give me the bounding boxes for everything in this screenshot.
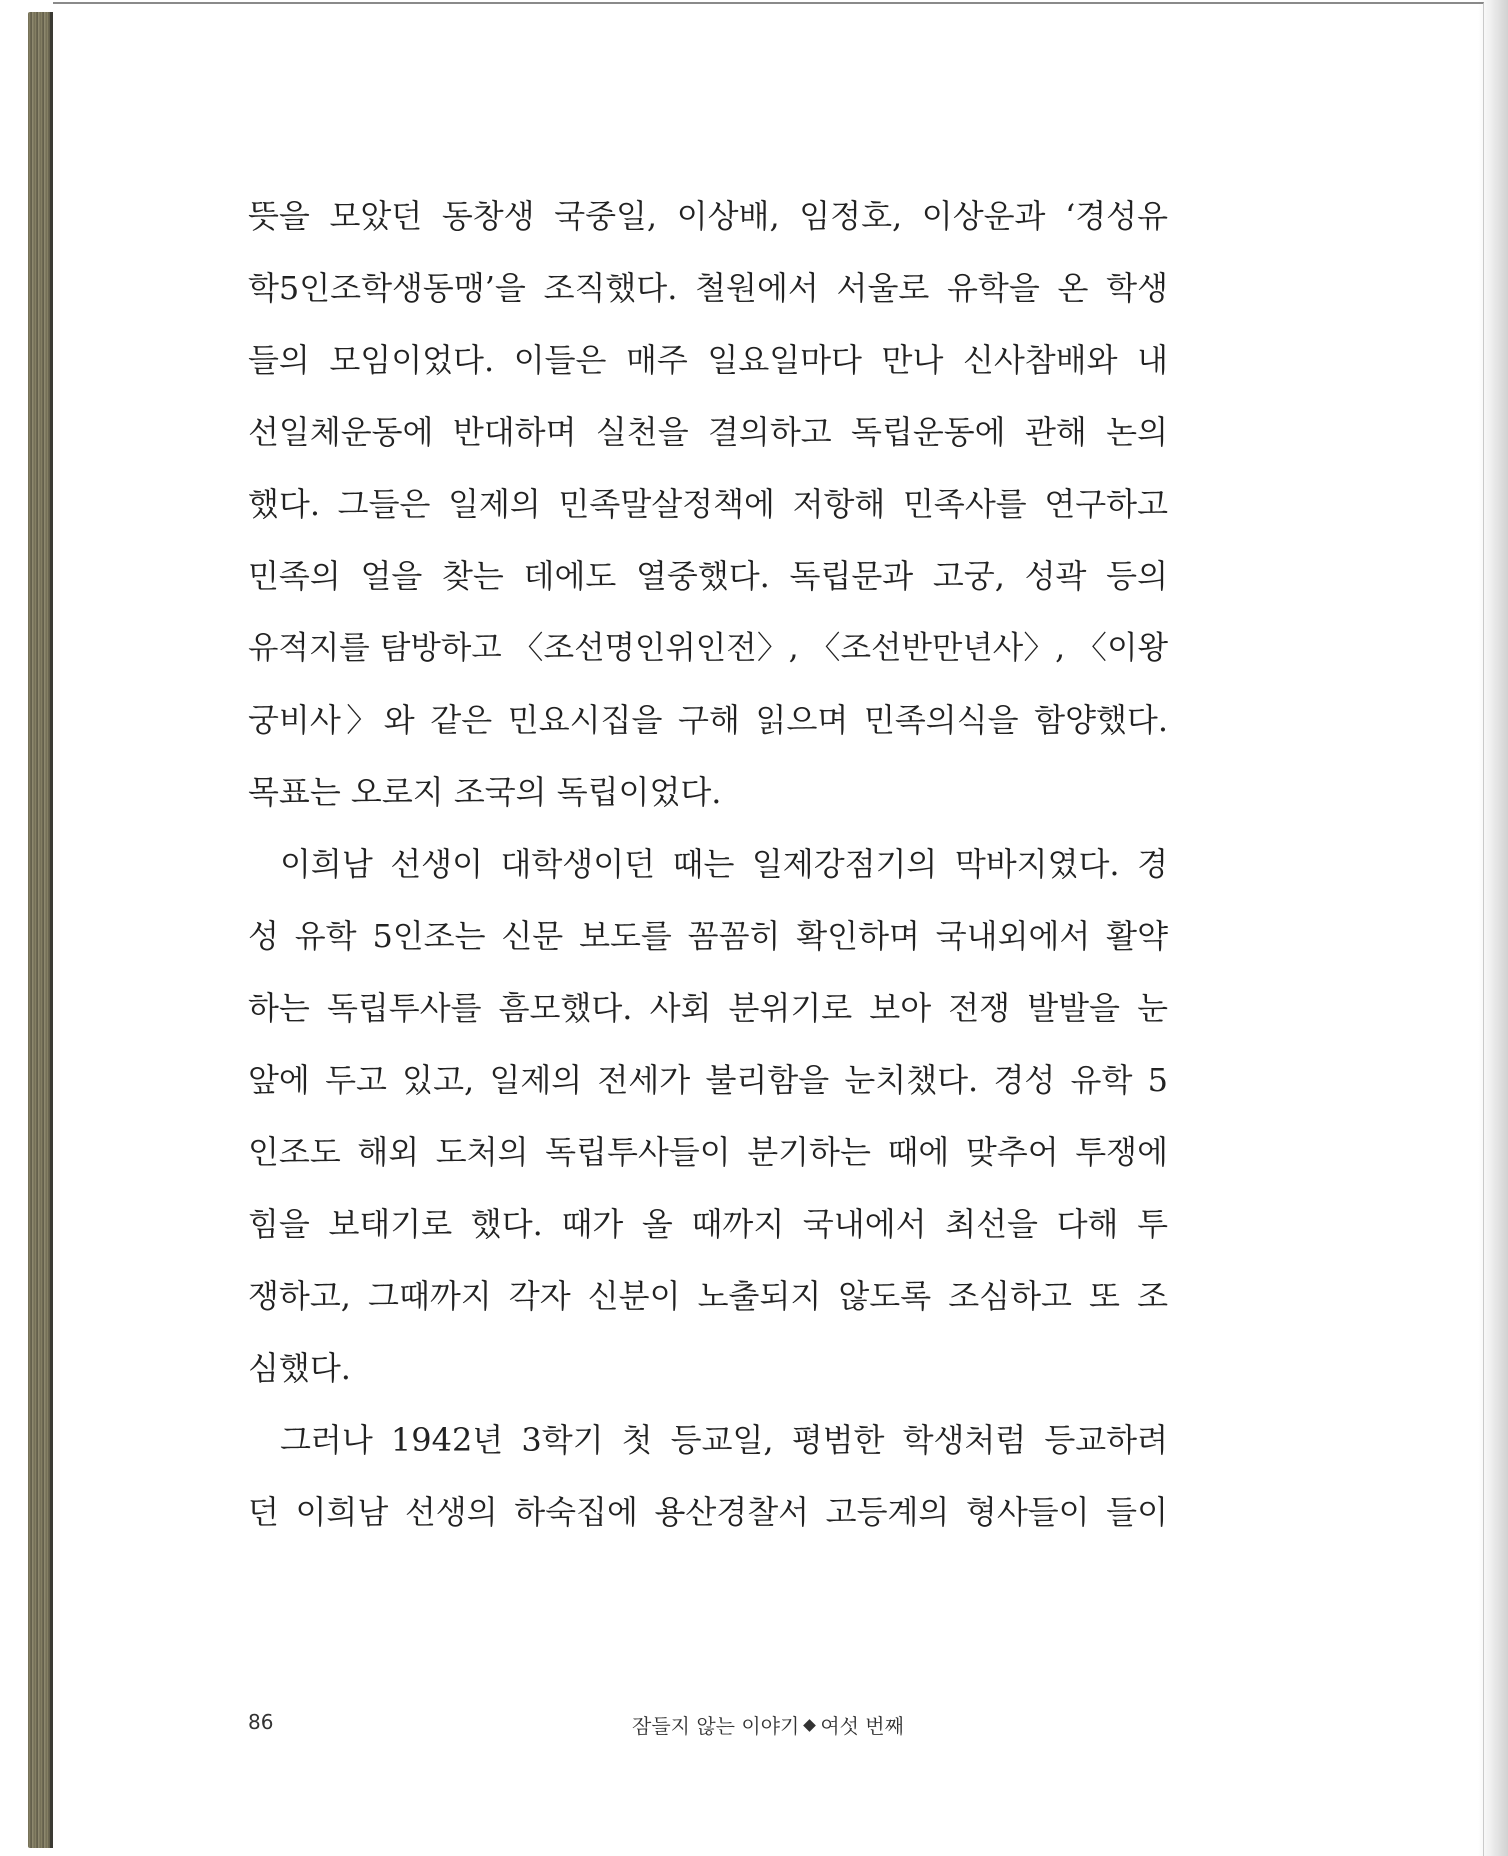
text-line: 그러나 1942년 3학기 첫 등교일, 평범한 학생처럼 등교하려: [280, 1421, 1168, 1459]
text-line: 인조도 해외 도처의 독립투사들이 분기하는 때에 맞추어 투쟁에: [248, 1133, 1168, 1171]
text-line: 심했다.: [248, 1349, 351, 1387]
text-line: 궁비사〉와 같은 민요시집을 구해 읽으며 민족의식을 함양했다.: [248, 701, 1168, 739]
book-title: 잠들지 않는 이야기: [632, 1714, 800, 1738]
text-line: 학5인조학생동맹’을 조직했다. 철원에서 서울로 유학을 온 학생: [248, 269, 1168, 307]
text-line: 이희남 선생이 대학생이던 때는 일제강점기의 막바지였다. 경: [280, 845, 1168, 883]
page-shadow: [1478, 0, 1508, 1856]
text-line: 목표는 오로지 조국의 독립이었다.: [248, 773, 722, 811]
text-line: 쟁하고, 그때까지 각자 신분이 노출되지 않도록 조심하고 또 조: [248, 1277, 1168, 1315]
book-page-edge: [28, 12, 50, 1848]
running-title: [548, 1710, 988, 1739]
text-line: 앞에 두고 있고, 일제의 전세가 불리함을 눈치챘다. 경성 유학 5: [248, 1061, 1168, 1099]
text-line: 뜻을 모았던 동창생 국중일, 이상배, 임정호, 이상운과 ‘경성유: [248, 197, 1168, 235]
text-line: 했다. 그들은 일제의 민족말살정책에 저항해 민족사를 연구하고: [248, 485, 1168, 523]
text-line: 유적지를 탐방하고 〈조선명인위인전〉, 〈조선반만년사〉, 〈이왕: [248, 630, 1168, 666]
text-line: 들의 모임이었다. 이들은 매주 일요일마다 만나 신사참배와 내: [248, 341, 1168, 379]
text-line: 성 유학 5인조는 신문 보도를 꼼꼼히 확인하며 국내외에서 활약: [248, 917, 1168, 955]
text-line: 하는 독립투사를 흠모했다. 사회 분위기로 보아 전쟁 발발을 눈: [248, 989, 1168, 1027]
body-text: [248, 180, 1168, 1548]
text-line: 힘을 보태기로 했다. 때가 올 때까지 국내에서 최선을 다해 투: [248, 1205, 1168, 1243]
text-line: 선일체운동에 반대하며 실천을 결의하고 독립운동에 관해 논의: [248, 413, 1168, 451]
volume-label: 여섯 번째: [820, 1714, 904, 1738]
text-line: 민족의 얼을 찾는 데에도 열중했다. 독립문과 고궁, 성곽 등의: [248, 557, 1168, 595]
page-footer: [248, 1710, 1168, 1744]
text-line: 던 이희남 선생의 하숙집에 용산경찰서 고등계의 형사들이 들이: [248, 1493, 1168, 1531]
page-number: 86: [248, 1710, 274, 1734]
diamond-icon: [803, 1719, 816, 1732]
